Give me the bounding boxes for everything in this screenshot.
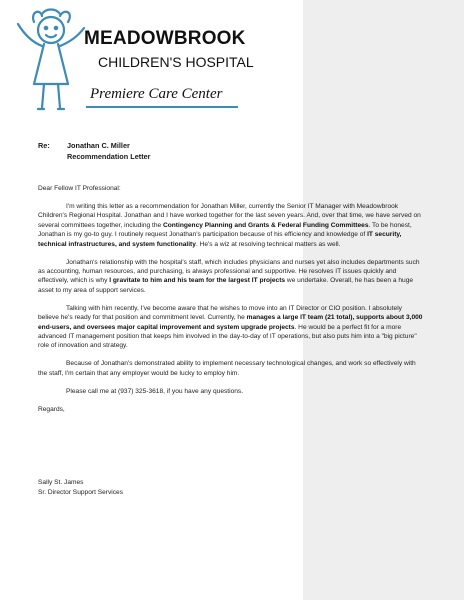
bold-text: Contingency Planning and Grants & Federal Funding Committees <box>162 221 369 229</box>
text-run: . He's a wiz at resolving technical matters as well. <box>195 240 341 248</box>
bold-text: manages a large IT team (21 total), supports about 3,000 end-users, and oversees major capital improvement and system upgrade projects <box>38 314 423 331</box>
signer-name: Sally St. James <box>38 479 84 486</box>
signature-block <box>38 478 123 497</box>
child-figure-icon <box>12 6 88 116</box>
text-run: . He would be a perfect fit for a more advanced IT management position that keeps him involved in the day-to-day of IT operations, but also puts him into a "big picture" role of innovation and strategy. <box>38 323 417 350</box>
closing: Regards, <box>38 405 65 413</box>
signer-title: Sr. Director Support Services <box>38 488 124 496</box>
hospital-logo <box>12 6 254 118</box>
text-run: we undertake. Overall, he has been a huge asset to my area of support services. <box>38 277 414 294</box>
text-run: Jonathan's relationship with the hospital's staff, which includes physicians and nurses yet also includes departments such as accounting, human resources, and purchasing, is always professional and supportive. He resolves IT issues quickly and effectively, which is why <box>38 258 420 285</box>
hospital-tagline: Premiere Care Center <box>90 86 223 102</box>
subject-title: Recommendation Letter <box>67 152 151 161</box>
paragraph-5: Please call me at (937) 325-3618, if you have any questions. <box>66 387 244 395</box>
bold-text: IT security, technical infrastructures, and system functionality <box>38 231 402 248</box>
paragraph-1 <box>38 202 424 249</box>
hospital-name: MEADOWBROOK <box>84 28 246 49</box>
logo-underline <box>86 106 238 108</box>
salutation: Dear Fellow IT Professional: <box>38 185 121 192</box>
hospital-subtitle: CHILDREN'S HOSPITAL <box>98 54 254 70</box>
paragraph-4: Because of Jonathan's demonstrated ability to implement necessary technological changes, and work so effectively with the staff, I'm certain that any employer would be lucky to employ him. <box>38 360 416 377</box>
paragraph-2 <box>38 258 424 296</box>
paragraph-3 <box>38 304 424 351</box>
text-run: I'm writing this letter as a recommendation for Jonathan Miller, currently the Senior IT Manager with Meadowbrook Children's Regional Hospital. Jonathan and I have worked together for the last seven years. And, over that time, we have served on several committees together, including the <box>38 203 421 229</box>
bold-text: I gravitate to him and his team for the largest IT projects <box>109 277 286 285</box>
subject-label: Re: <box>38 141 50 150</box>
text-run: . To be honest, Jonathan is my go-to guy. I routinely request Jonathan's participation because of his efficiency and knowledge of <box>38 221 412 239</box>
text-run: Talking with him recently, I've become aware that he wishes to move into an IT Director or CIO position. I absolutely believe he's ready for that position and commitment level. Currently, he <box>38 304 402 322</box>
letter-body <box>38 184 424 423</box>
subject-name: Jonathan C. Miller <box>67 141 130 150</box>
